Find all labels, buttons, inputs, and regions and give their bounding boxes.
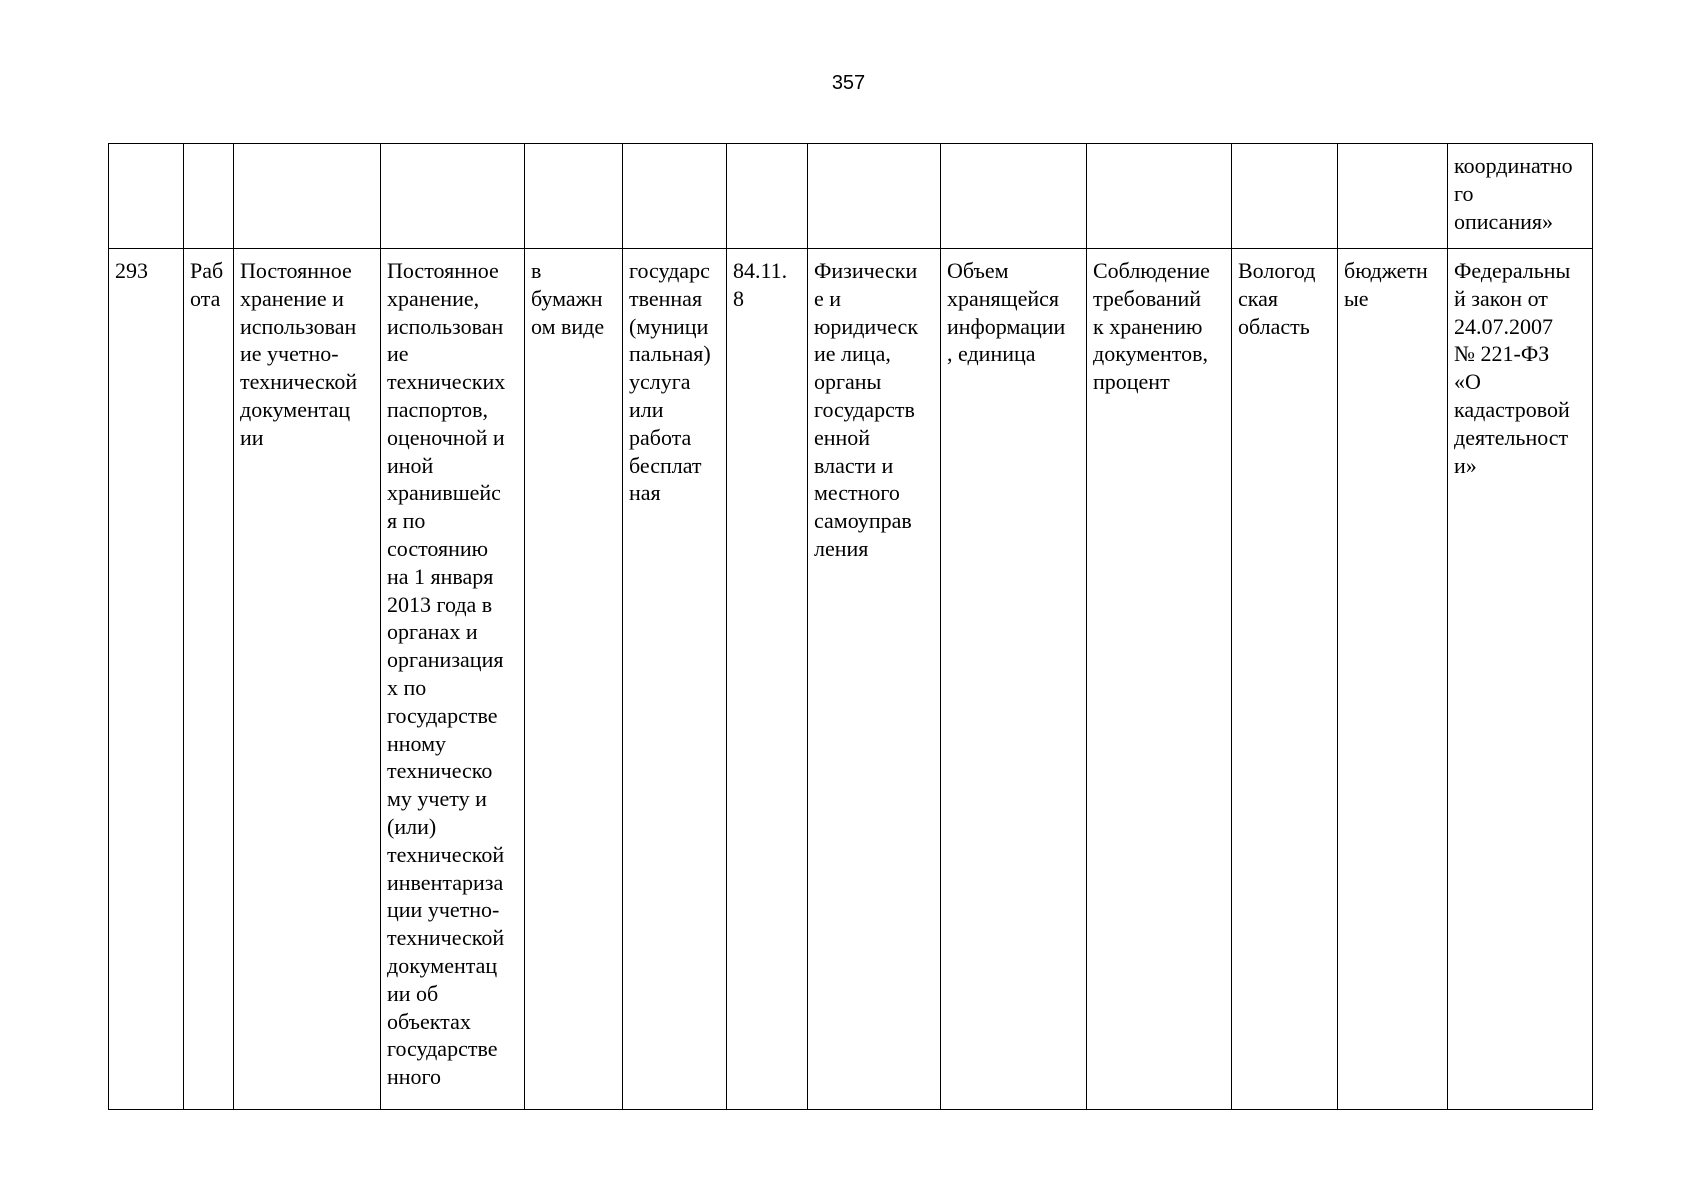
service-content: Постоянное хранение, использован ие технических паспортов, оценочной и иной хранившейс я по состоянию на 1 января 2013 года в органах и организация х по государстве нному техническо му учету и (или) технической инвентариза ции учетно- технической документац ии об объектах государстве нного [387, 258, 506, 1090]
cell-empty [1087, 144, 1232, 249]
service-name: Постоянное хранение и использован ие учетно- технической документац ии [240, 258, 358, 450]
region: Вологод ская область [1238, 258, 1316, 339]
cell-empty [1338, 144, 1448, 249]
cell-okved [727, 249, 808, 1110]
cell-empty [727, 144, 808, 249]
table-row-continuation [109, 144, 1593, 249]
cell-empty [184, 144, 234, 249]
cell-content [381, 249, 525, 1110]
cell-type [623, 249, 727, 1110]
cell-consumers [808, 249, 941, 1110]
cell-empty [109, 144, 184, 249]
cell-empty [381, 144, 525, 249]
cell-legal-basis-continuation [1448, 144, 1593, 249]
service-kind: Раб ота [190, 258, 224, 311]
cell-empty [234, 144, 381, 249]
cell-empty [808, 144, 941, 249]
registry-table [108, 143, 1593, 1110]
okved-code: 84.11. 8 [733, 258, 788, 311]
cell-quality-indicator [1087, 249, 1232, 1110]
cell-empty [941, 144, 1087, 249]
cell-region [1232, 249, 1338, 1110]
volume-indicator: Объем хранящейся информации , единица [947, 258, 1066, 367]
page-number: 357 [831, 72, 866, 94]
cell-volume-indicator [941, 249, 1087, 1110]
cell-empty [525, 144, 623, 249]
table-row [109, 249, 1593, 1110]
consumers: Физически е и юридическ ие лица, органы государств енной власти и местного самоуправ ления [814, 258, 919, 561]
cell-empty [1232, 144, 1338, 249]
quality-indicator: Соблюдение требований к хранению документов, процент [1093, 258, 1210, 395]
institution-type: бюджетн ые [1344, 258, 1428, 311]
cell-number [109, 249, 184, 1110]
legal-basis: Федеральны й закон от 24.07.2007 № 221-ФЗ «О кадастровой деятельност и» [1454, 258, 1571, 478]
row-number: 293 [115, 258, 148, 283]
cell-empty [623, 144, 727, 249]
cell-kind [184, 249, 234, 1110]
legal-basis-continuation-text: координатно го описания» [1454, 153, 1573, 234]
cell-form [525, 249, 623, 1110]
cell-institution-type [1338, 249, 1448, 1110]
cell-name [234, 249, 381, 1110]
cell-legal-basis [1448, 249, 1593, 1110]
service-form: в бумажн ом виде [531, 258, 605, 339]
service-type: государс твенная (муници пальная) услуга или работа бесплат ная [629, 258, 711, 506]
